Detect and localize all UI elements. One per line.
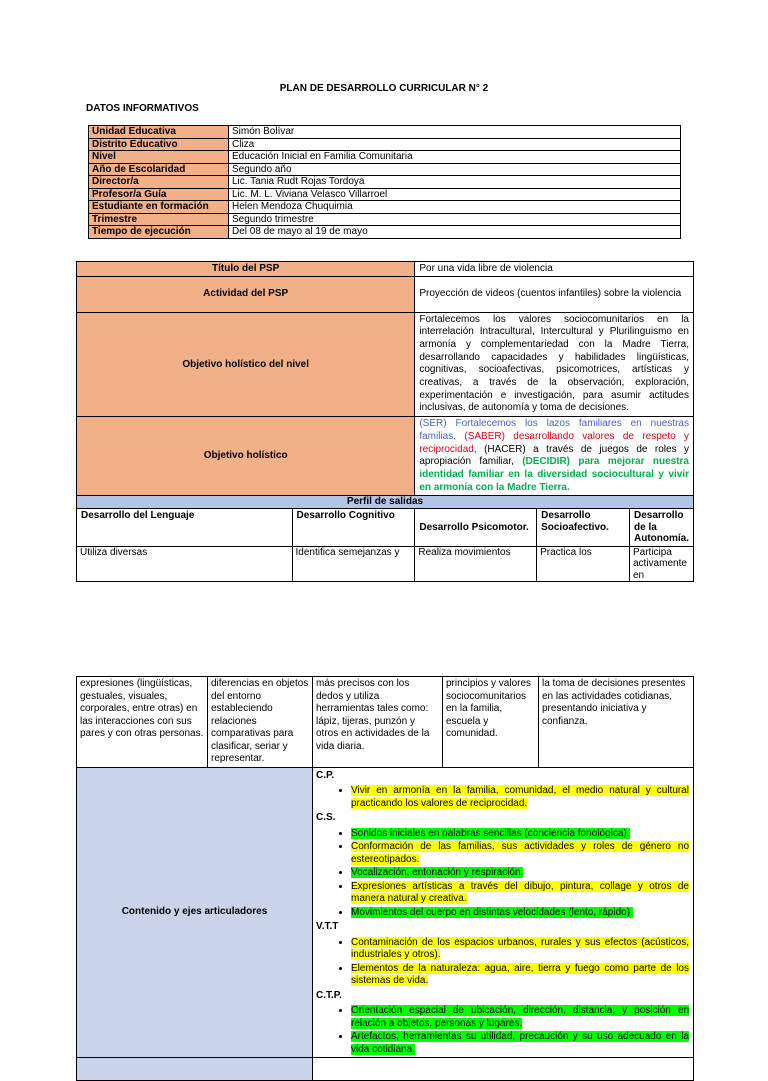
perfil-header: Desarrollo de la Autonomía. bbox=[630, 509, 694, 547]
perfil-first-row bbox=[77, 546, 694, 582]
datos-label: Estudiante en formación bbox=[89, 201, 229, 214]
psp-actividad-label: Actividad del PSP bbox=[77, 276, 415, 312]
perfil-continued-cell: expresiones (lingüísticas, gestuales, visuales, corporales, entre otras) en las interacciones con sus pares y con otras personas. bbox=[77, 677, 208, 768]
psp-titulo-value: Por una vida libre de violencia bbox=[415, 262, 694, 277]
contenido-item-text: Orientación espacial de ubicación, dirección, distancia, y posición en relación a objetos, personas y lugares. bbox=[351, 1005, 689, 1029]
contenido-item bbox=[351, 963, 689, 988]
datos-row bbox=[89, 226, 681, 239]
perfil-header: Desarrollo Socioafectivo. bbox=[537, 509, 630, 547]
contenido-row bbox=[77, 767, 694, 1058]
datos-row bbox=[89, 176, 681, 189]
obj-ser: (SER) Fortalecemos los lazos familiares en nuestras familias, bbox=[419, 418, 689, 442]
datos-value: Cliza bbox=[229, 138, 681, 151]
contenido-item-text: Expresiones artísticas a través del dibujo, pintura, collage y otros de manera natural y creativa. bbox=[351, 880, 689, 904]
datos-value: Lic. Tania Rudt Rojas Tordoya bbox=[229, 176, 681, 189]
contenido-item bbox=[351, 828, 689, 841]
psp-titulo-row bbox=[77, 262, 694, 277]
psp-obj-label: Objetivo holístico bbox=[77, 417, 415, 496]
datos-value: Segundo año bbox=[229, 163, 681, 176]
contenido-list bbox=[313, 785, 689, 810]
next-row bbox=[77, 1058, 694, 1081]
psp-titulo-label: Título del PSP bbox=[77, 262, 415, 277]
page-title: PLAN DE DESARROLLO CURRICULAR N° 2 bbox=[279, 83, 489, 94]
datos-row bbox=[89, 213, 681, 226]
contenido-item bbox=[351, 841, 689, 866]
next-row-label bbox=[77, 1058, 313, 1081]
datos-label: Tiempo de ejecución bbox=[89, 226, 229, 239]
datos-value: Segundo trimestre bbox=[229, 213, 681, 226]
perfil-cell: Realiza movimientos bbox=[415, 546, 537, 582]
contenido-item-text: Vivir en armonía en la familia, comunidad, el medio natural y cultural practicando los valores de reciprocidad. bbox=[351, 785, 689, 809]
datos-value: Educación Inicial en Familia Comunitaria bbox=[229, 151, 681, 164]
contenido-item-text: Contaminación de los espacios urbanos, rurales y sus efectos (acústicos, industriales y otros). bbox=[351, 936, 689, 960]
datos-label: Distrito Educativo bbox=[89, 138, 229, 151]
contenido-section-title: C.P. bbox=[316, 769, 335, 781]
perfil-row bbox=[77, 496, 694, 509]
contenido-item bbox=[351, 937, 689, 962]
contenido-table bbox=[76, 676, 694, 1081]
contenido-item bbox=[351, 1031, 689, 1056]
datos-value: Simón Bolívar bbox=[229, 126, 681, 139]
perfil-continued-cell: principios y valores sociocomunitarios en la familia, escuela y comunidad. bbox=[443, 677, 539, 768]
perfil-header-row bbox=[77, 509, 694, 547]
datos-row bbox=[89, 138, 681, 151]
contenido-item bbox=[351, 785, 689, 810]
contenido-section-title: V.T.T bbox=[316, 921, 339, 932]
contenido-item-text: Sonidos iniciales en palabras sencillas (conciencia fonológica). bbox=[351, 827, 630, 839]
obj-decidir: (DECIDIR) para mejorar nuestra identidad familiar en la diversidad sociocultural y vivir en armonía con la Madre Tierra. bbox=[419, 456, 689, 493]
perfil-label: Perfil de salidas bbox=[77, 496, 694, 509]
datos-row bbox=[89, 126, 681, 139]
psp-obj-row bbox=[77, 417, 694, 496]
datos-row bbox=[89, 163, 681, 176]
datos-value: Del 08 de mayo al 19 de mayo bbox=[229, 226, 681, 239]
contenido-item bbox=[351, 1005, 689, 1030]
perfil-continued-cell: más precisos con los dedos y utiliza herramientas tales como: lápiz, tijeras, punzón y otros en actividades de la vida diaria. bbox=[313, 677, 443, 768]
psp-actividad-value: Proyección de videos (cuentos infantiles) sobre la violencia bbox=[415, 276, 694, 312]
psp-table bbox=[76, 261, 694, 582]
perfil-continued-cell: diferencias en objetos del entorno estableciendo relaciones comparativas para clasificar, seriar y representar. bbox=[208, 677, 313, 768]
datos-row bbox=[89, 151, 681, 164]
psp-obj-nivel-value: Fortalecemos los valores sociocomunitarios en la interrelación Intracultural, Intercultural y Plurilinguismo en armonía y complementariedad con la Madre Tierra, desarrollando capacidades y habilidades lingüísticas, cognitivas, socioafectivas, psicomotrices, artísticas y creativas, a través de la observación, exploración, experimentación e investigación, para asumir actitudes inclusivas, de autonomía y toma de decisiones. bbox=[415, 312, 694, 417]
datos-row bbox=[89, 188, 681, 201]
obj-saber: (SABER) desarrollando valores de respeto y reciprocidad, bbox=[419, 430, 690, 455]
datos-label: Profesor/a Guía bbox=[89, 188, 229, 201]
contenido-item-text: Vocalización, entonación y respiración. bbox=[351, 867, 524, 878]
perfil-cell: Participa activamente en bbox=[630, 546, 694, 582]
perfil-cell: Practica los bbox=[537, 546, 630, 582]
contenido-list bbox=[313, 1005, 689, 1056]
contenido-label: Contenido y ejes articuladores bbox=[77, 767, 313, 1058]
psp-obj-value bbox=[415, 417, 694, 496]
datos-label: Año de Escolaridad bbox=[89, 163, 229, 176]
perfil-header: Desarrollo Cognitivo bbox=[292, 509, 415, 547]
contenido-item bbox=[351, 907, 689, 920]
perfil-continued-cell: la toma de decisiones presentes en las actividades cotidianas, presentando iniciativa y confianza. bbox=[539, 677, 694, 768]
contenido-item bbox=[351, 867, 689, 880]
perfil-header: Desarrollo del Lenguaje bbox=[77, 509, 293, 547]
psp-obj-nivel-label: Objetivo holístico del nivel bbox=[77, 312, 415, 417]
psp-obj-nivel-row bbox=[77, 312, 694, 417]
contenido-section-title: C.S. bbox=[316, 812, 336, 823]
datos-table bbox=[88, 125, 681, 239]
perfil-header: Desarrollo Psicomotor. bbox=[415, 509, 537, 547]
datos-label: Nivel bbox=[89, 151, 229, 164]
perfil-cell: Identifica semejanzas y bbox=[292, 546, 415, 582]
contenido-item-text: Movimientos del cuerpo en distintas velocidades (lento, rápido). bbox=[351, 906, 633, 918]
next-row-value bbox=[313, 1058, 694, 1081]
perfil-cell: Utiliza diversas bbox=[77, 546, 293, 582]
datos-label: Trimestre bbox=[89, 213, 229, 226]
contenido-item-text: Elementos de la naturaleza: agua, aire, tierra y fuego como parte de los sistemas de vida. bbox=[351, 962, 689, 986]
datos-value: Helen Mendoza Chuquimia bbox=[229, 201, 681, 214]
datos-label: Unidad Educativa bbox=[89, 126, 229, 139]
perfil-continued-row bbox=[77, 677, 694, 768]
obj-hacer: (HACER) a través de juegos de roles y apropiación familiar, bbox=[419, 443, 690, 468]
contenido-item-text: Artefactos, herramientas su utilidad, precaución y su uso adecuado en la vida cotidiana. bbox=[351, 1031, 689, 1055]
contenido-cell bbox=[313, 767, 694, 1058]
psp-actividad-row bbox=[77, 276, 694, 312]
datos-label: Director/a bbox=[89, 176, 229, 189]
datos-value: Lic. M. L. Viviana Velasco Villarroel bbox=[229, 188, 681, 201]
contenido-list bbox=[313, 828, 689, 920]
contenido-list bbox=[313, 937, 689, 988]
contenido-section-title: C.T.P. bbox=[316, 989, 342, 1001]
datos-row bbox=[89, 201, 681, 214]
datos-heading: DATOS INFORMATIVOS bbox=[86, 103, 199, 114]
contenido-item-text: Conformación de las familias, sus actividades y roles de género no estereotipados. bbox=[351, 841, 689, 865]
contenido-item bbox=[351, 881, 689, 906]
